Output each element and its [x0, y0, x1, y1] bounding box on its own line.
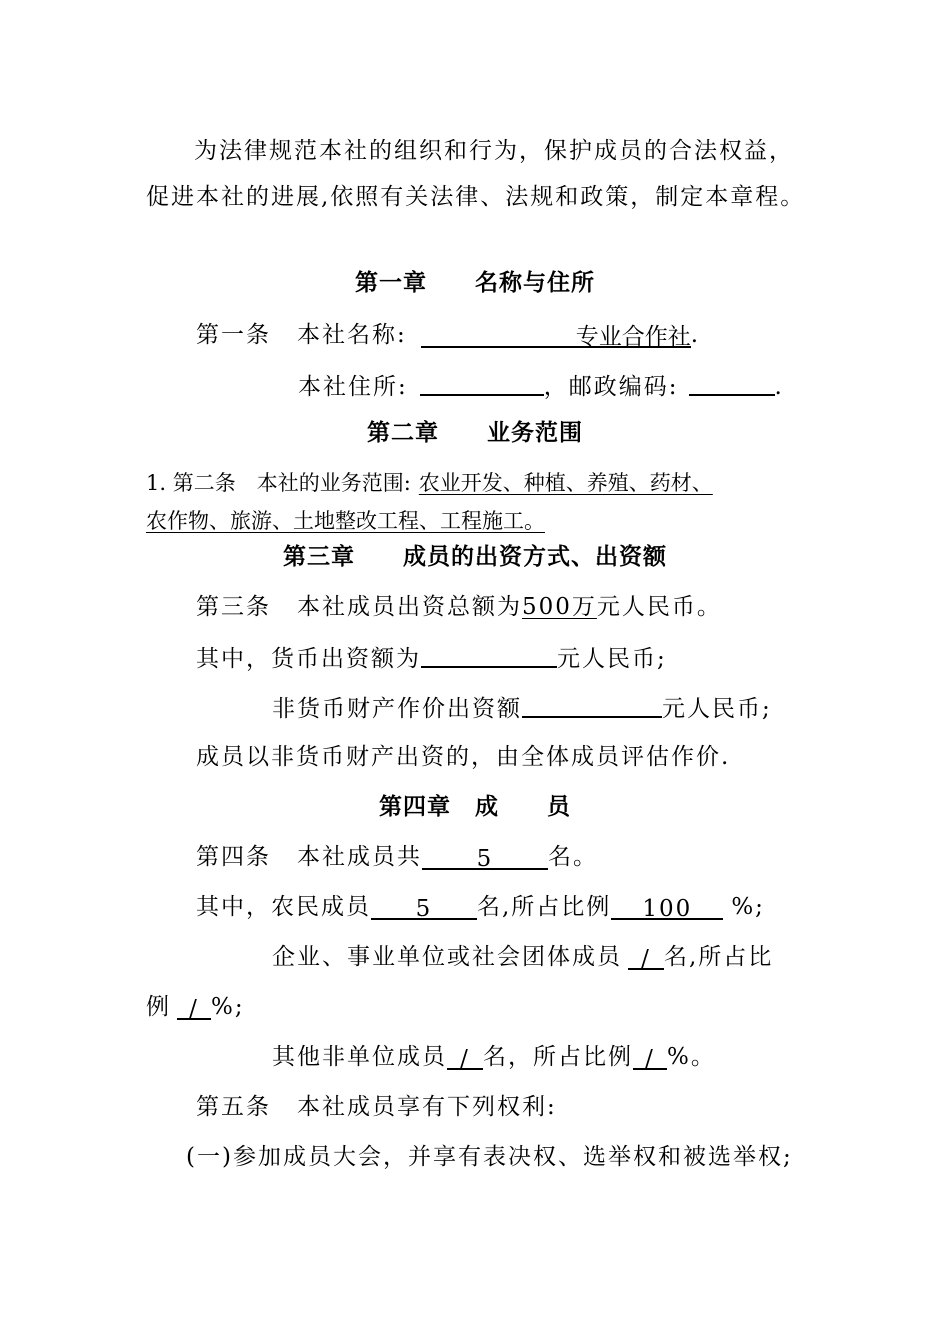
- preamble-line-1: 为法律规范本社的组织和行为，保护成员的合法权益，: [194, 138, 794, 164]
- postcode-blank: [689, 370, 775, 396]
- other-count-field: [447, 1044, 483, 1070]
- enterprise-prefix: 企业、事业单位或社会团体成员: [272, 944, 622, 970]
- enterprise-members-line: [272, 942, 773, 972]
- farmer-count-value: 5: [415, 896, 433, 922]
- enterprise-count-field: [628, 944, 664, 970]
- noncash-blank: [522, 692, 662, 718]
- enterprise-line2-prefix: 例: [146, 994, 171, 1020]
- article-1-label: 第一条: [196, 322, 271, 348]
- other-mid: 名，所占比例: [483, 1044, 633, 1070]
- farmer-suffix: %;: [731, 894, 765, 920]
- noncash-suffix: 元人民币;: [662, 696, 772, 722]
- business-scope-line-1: 农业开发、种植、养殖、药材、: [418, 471, 713, 495]
- other-prefix: 其他非单位成员: [272, 1044, 447, 1070]
- address-end: .: [774, 374, 784, 400]
- farmer-percent-field: [611, 894, 723, 920]
- total-capital-prefix: 本社成员出资总额为: [297, 594, 522, 620]
- article-5-label: 第五条: [196, 1094, 271, 1120]
- article-3-line: [196, 592, 722, 622]
- other-count-value: /: [460, 1046, 470, 1072]
- article-4-label: 第四条: [196, 844, 271, 870]
- farmer-prefix: 其中，农民成员: [196, 894, 371, 920]
- right-1-line: (一)参加成员大会，并享有表决权、选举权和被选举权;: [186, 1144, 793, 1170]
- evaluation-line: 成员以非货币财产出资的，由全体成员评估作价.: [196, 744, 731, 770]
- article-5-text: 本社成员享有下列权利:: [297, 1094, 557, 1120]
- address-label: 本社住所:: [298, 374, 408, 400]
- farmer-mid: 名,所占比例: [477, 894, 612, 920]
- article-5-line: [196, 1092, 557, 1122]
- cooperative-name-field: [421, 322, 691, 348]
- noncash-contribution-line: [272, 692, 772, 724]
- chapter-3-heading: 第三章 成员的出资方式、出资额: [283, 544, 667, 570]
- other-suffix: %。: [667, 1044, 716, 1070]
- address-blank: [420, 370, 544, 396]
- member-total-field: [422, 844, 548, 870]
- postcode-label: ，邮政编码:: [543, 374, 679, 400]
- enterprise-percent-field: [177, 994, 211, 1020]
- enterprise-line2-suffix: %;: [211, 994, 245, 1020]
- noncash-prefix: 非货币财产作价出资额: [272, 696, 522, 722]
- name-end: .: [690, 322, 701, 348]
- cash-suffix: 元人民币;: [557, 646, 667, 672]
- article-2-prefix: 1. 第二条 本社的业务范围:: [146, 471, 411, 495]
- member-total-suffix: 名。: [548, 844, 598, 870]
- article-4-line: [196, 842, 598, 872]
- chapter-4-heading: 第四章 成 员: [379, 794, 571, 820]
- cash-contribution-line: [196, 642, 667, 674]
- other-percent-field: [633, 1044, 667, 1070]
- member-total-prefix: 本社成员共: [297, 844, 422, 870]
- farmer-percent-value: 100: [642, 896, 693, 922]
- farmer-count-field: [371, 894, 477, 920]
- enterprise-count-value: /: [641, 946, 651, 972]
- total-capital-suffix: 元人民币。: [596, 594, 722, 620]
- cooperative-name-value: 专业合作社: [575, 324, 691, 350]
- address-line: [298, 370, 784, 402]
- enterprise-mid: 名,所占比: [664, 944, 774, 970]
- article-3-label: 第三条: [196, 594, 271, 620]
- total-capital-value: 500万: [522, 594, 597, 620]
- enterprise-percent-line: [146, 992, 245, 1022]
- chapter-2-heading: 第二章 业务范围: [367, 420, 583, 446]
- preamble-line-2: 促进本社的进展,依照有关法律、法规和政策，制定本章程。: [146, 184, 806, 210]
- cash-prefix: 其中，货币出资额为: [196, 646, 421, 672]
- name-label: 本社名称:: [297, 322, 407, 348]
- chapter-1-heading: 第一章 名称与住所: [355, 270, 595, 296]
- cash-blank: [421, 642, 557, 668]
- other-members-line: [272, 1042, 716, 1072]
- member-total-value: 5: [476, 846, 494, 872]
- business-scope-line-2: 农作物、旅游、土地整改工程、工程施工。: [146, 509, 545, 533]
- farmer-members-line: [196, 892, 765, 922]
- enterprise-percent-value: /: [189, 996, 199, 1022]
- other-percent-value: /: [645, 1046, 655, 1072]
- article-1-name-line: [196, 320, 700, 350]
- article-2-line-1: [146, 468, 713, 498]
